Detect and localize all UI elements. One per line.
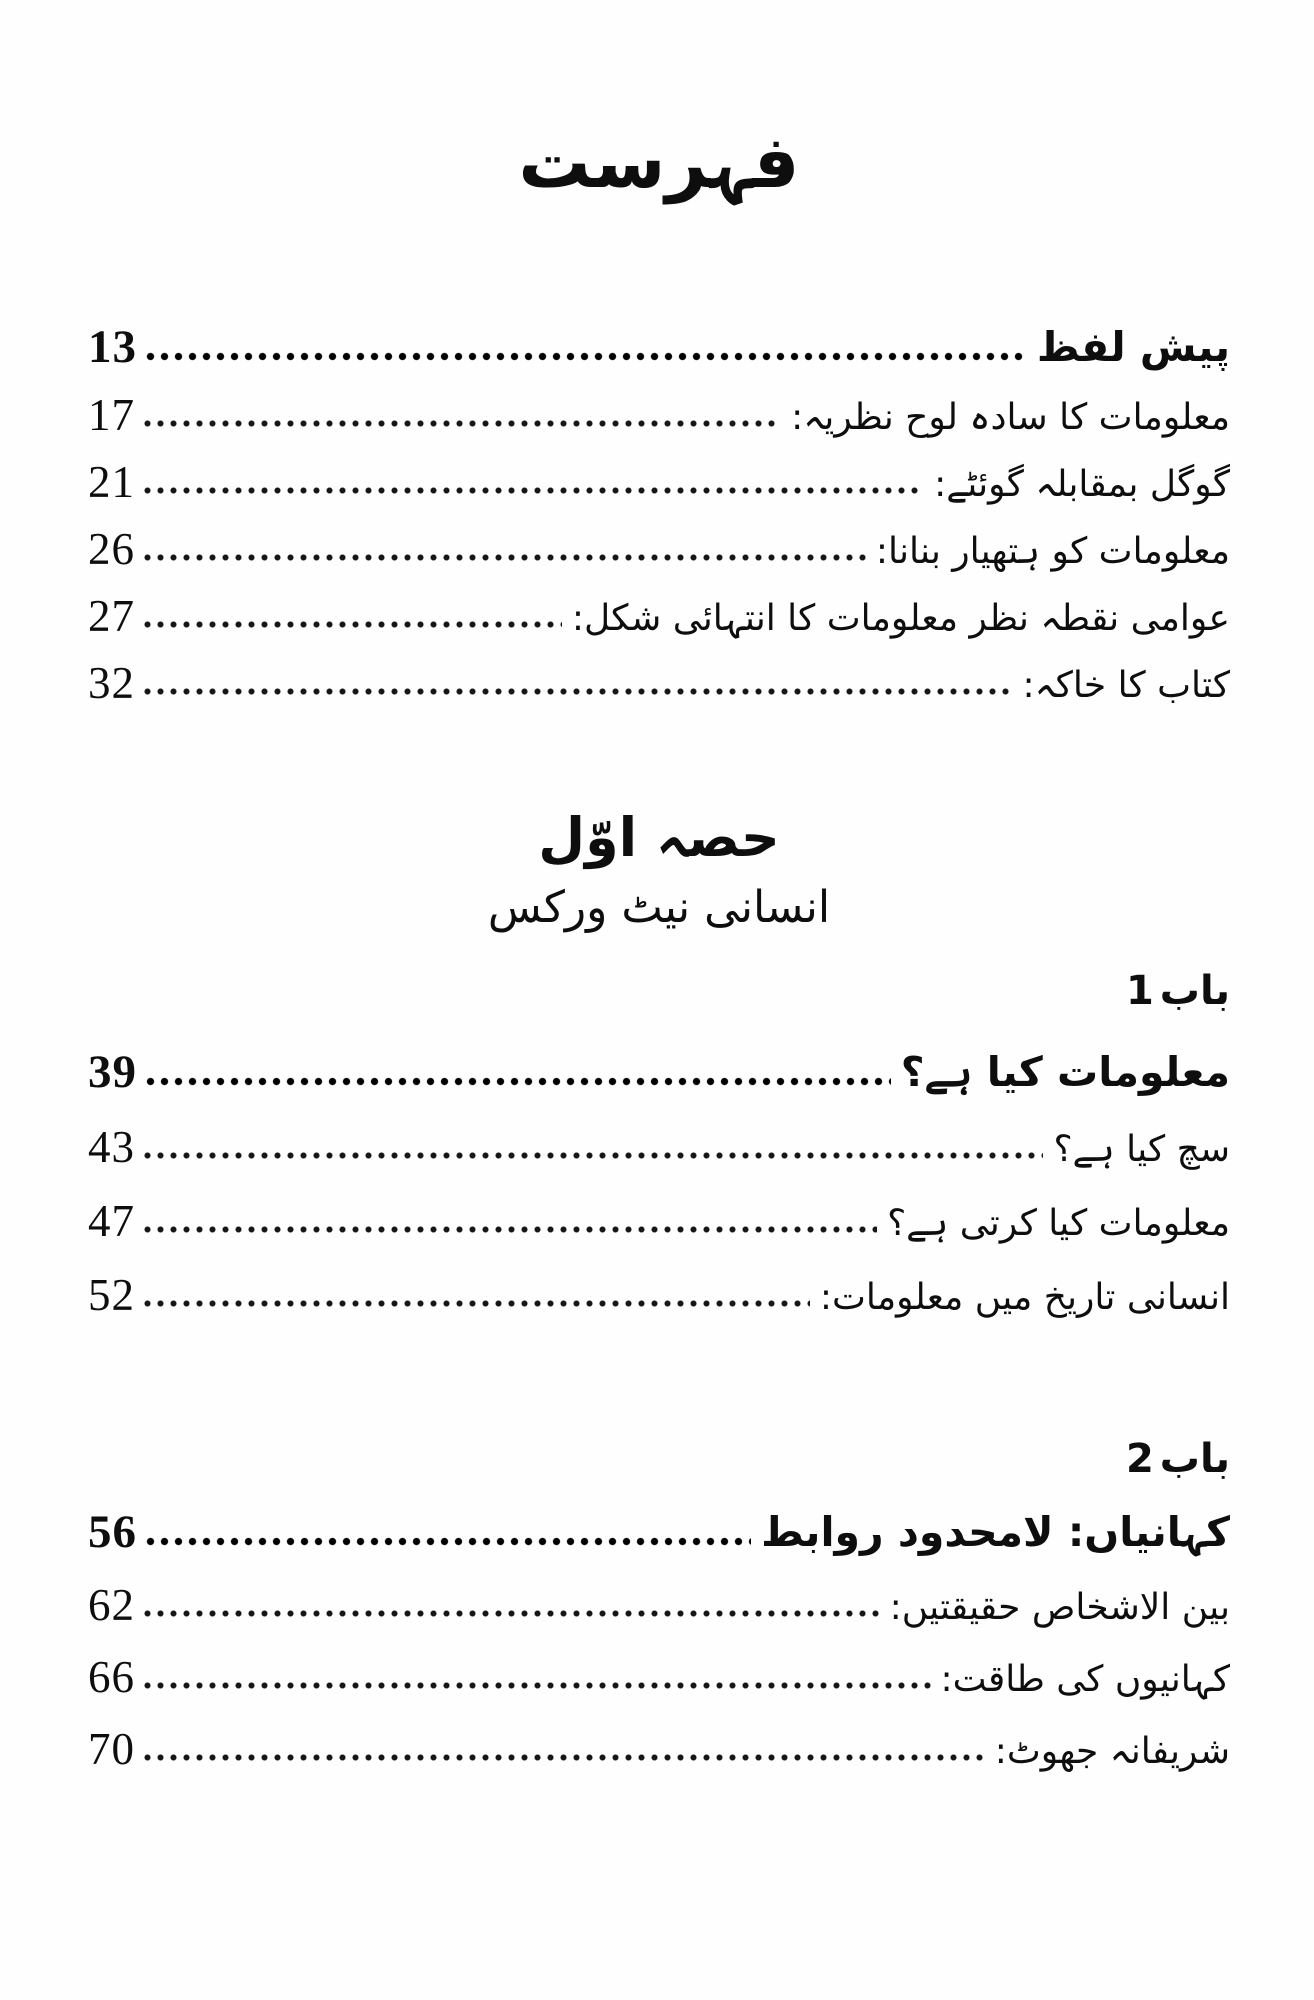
part-title: حصہ اوّل [538, 806, 780, 869]
page-number: 32 [88, 658, 135, 708]
entry-label: سچ کیا ہے؟ [1053, 1128, 1230, 1170]
entry-label: معلومات کیا کرتی ہے؟ [887, 1202, 1230, 1244]
entry-label: معلومات کیا ہے؟ [900, 1047, 1230, 1096]
page-number: 21 [88, 457, 135, 507]
page-number: 27 [88, 591, 135, 641]
toc-entry [88, 304, 1230, 371]
entry-label: پیش لفظ [1036, 322, 1230, 371]
dot-leader [143, 687, 1013, 696]
toc-entry [88, 1244, 1230, 1321]
toc-entry [88, 1022, 1230, 1099]
toc-entry [88, 371, 1230, 438]
page-number: 52 [88, 1270, 135, 1321]
chapter-1-heading: باب 1 [1125, 968, 1230, 1015]
entry-label: کتاب کا خاکہ: [1022, 664, 1230, 706]
toc-entry [88, 1556, 1230, 1631]
entry-label: انسانی تاریخ میں معلومات: [819, 1276, 1230, 1318]
dot-leader [143, 1681, 931, 1690]
dot-leader [143, 1225, 877, 1234]
entry-label: عوامی نقطہ نظر معلومات کا انتہائی شکل: [571, 597, 1230, 639]
dot-leader [145, 1076, 891, 1087]
dot-leader [145, 1536, 751, 1547]
toc-entry [88, 1700, 1230, 1775]
page-number: 43 [88, 1122, 135, 1173]
toc-entry [88, 438, 1230, 505]
chapter-2-section [88, 1484, 1230, 1775]
page-title: فہرست [518, 120, 800, 204]
page-number: 39 [88, 1046, 137, 1099]
entry-label: شریفانہ جھوٹ: [994, 1730, 1230, 1772]
page-number: 56 [88, 1506, 137, 1559]
entry-label: گوگل بمقابلہ گوئٹے: [934, 463, 1230, 505]
page-number: 13 [88, 321, 137, 373]
dot-leader [143, 553, 866, 562]
page-number: 70 [88, 1724, 135, 1775]
dot-leader [143, 620, 562, 629]
toc-entry [88, 639, 1230, 706]
entry-label: کہانیاں: لامحدود روابط [761, 1507, 1230, 1556]
dot-leader [143, 486, 924, 495]
toc-entry [88, 1170, 1230, 1247]
entry-label: کہانیوں کی طاقت: [940, 1658, 1230, 1700]
dot-leader [143, 1151, 1043, 1160]
page-number: 17 [88, 390, 135, 440]
page-number: 26 [88, 524, 135, 574]
toc-entry [88, 505, 1230, 572]
part-subtitle: انسانی نیٹ ورکس [487, 881, 831, 933]
chapter-2-heading: باب 2 [1125, 1436, 1230, 1483]
dot-leader [143, 419, 781, 428]
dot-leader [145, 351, 1027, 362]
dot-leader [143, 1753, 985, 1762]
page-number: 47 [88, 1196, 135, 1247]
chapter-1-section [88, 1022, 1230, 1321]
toc-entry [88, 1484, 1230, 1559]
dot-leader [143, 1609, 880, 1618]
page-number: 62 [88, 1580, 135, 1631]
toc-entry [88, 1096, 1230, 1173]
entry-label: معلومات کو ہتھیار بنانا: [875, 530, 1230, 572]
foreword-section [88, 304, 1230, 706]
dot-leader [143, 1299, 810, 1308]
toc-entry [88, 1628, 1230, 1703]
toc-entry [88, 572, 1230, 639]
part-heading-block [88, 802, 1230, 936]
page-number: 66 [88, 1652, 135, 1703]
entry-label: بین الاشخاص حقیقتیں: [889, 1586, 1230, 1628]
entry-label: معلومات کا سادہ لوح نظریہ: [791, 396, 1230, 438]
